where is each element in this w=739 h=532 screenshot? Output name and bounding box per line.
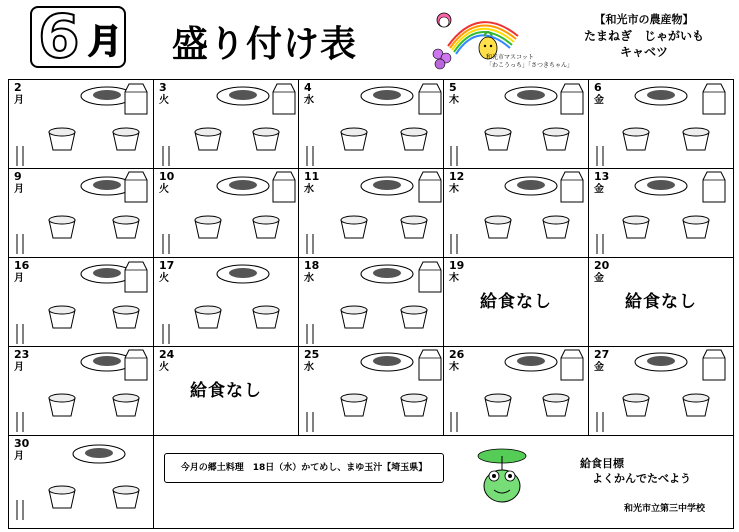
no-lunch-label: 給食なし	[625, 292, 697, 312]
day-date: 27	[594, 348, 610, 361]
no-lunch-label: 給食なし	[480, 292, 552, 312]
day-weekday: 水	[304, 362, 314, 373]
day-date: 16	[14, 259, 30, 272]
day-date: 11	[304, 170, 320, 183]
day-date: 24	[159, 348, 175, 361]
day-date: 6	[594, 81, 602, 94]
day-date: 12	[449, 170, 465, 183]
mascot-caption-line: 和光市マスコット	[486, 54, 534, 61]
day-weekday: 月	[14, 362, 24, 373]
school-name: 和光市立第三中学校	[624, 504, 706, 514]
month-badge	[30, 2, 126, 72]
produce-items: たまねぎ じゃがいも	[583, 29, 704, 43]
day-date: 3	[159, 81, 167, 94]
day-weekday: 月	[14, 451, 24, 462]
day-date: 9	[14, 170, 22, 183]
local-dish-note: 今月の郷土料理 18日（水）かてめし、まゆ玉汁【埼玉県】	[164, 453, 444, 483]
day-weekday: 火	[159, 95, 169, 106]
month-unit: 月	[88, 22, 122, 62]
day-weekday: 火	[159, 362, 169, 373]
no-lunch-label: 給食なし	[190, 381, 262, 401]
day-weekday: 火	[159, 184, 169, 195]
day-weekday: 木	[449, 95, 459, 106]
mascot-caption	[486, 54, 574, 70]
day-weekday: 月	[14, 95, 24, 106]
day-date: 30	[14, 437, 30, 450]
day-weekday: 水	[304, 95, 314, 106]
day-date: 10	[159, 170, 175, 183]
produce-heading: 【和光市の農産物】	[594, 13, 694, 26]
day-date: 2	[14, 81, 22, 94]
day-date: 13	[594, 170, 610, 183]
day-weekday: 金	[594, 95, 604, 106]
day-date: 25	[304, 348, 320, 361]
frog-illustration	[474, 448, 530, 506]
goal-text: よくかんでたべよう	[592, 472, 691, 485]
day-weekday: 月	[14, 184, 24, 195]
day-date: 19	[449, 259, 465, 272]
month-number: 6	[38, 2, 80, 72]
day-weekday: 水	[304, 184, 314, 195]
produce-items: キャベツ	[619, 45, 668, 59]
day-date: 17	[159, 259, 175, 272]
day-date: 26	[449, 348, 465, 361]
day-date: 23	[14, 348, 30, 361]
day-weekday: 金	[594, 273, 604, 284]
goal-title: 給食目標	[580, 457, 624, 470]
day-weekday: 金	[594, 184, 604, 195]
day-weekday: 木	[449, 184, 459, 195]
day-date: 5	[449, 81, 457, 94]
lunch-goal	[580, 456, 691, 486]
day-weekday: 月	[14, 273, 24, 284]
day-date: 18	[304, 259, 320, 272]
day-weekday: 木	[449, 273, 459, 284]
mascot-caption-line: 「わこうっち」「さつきちゃん」	[486, 62, 574, 69]
day-weekday: 水	[304, 273, 314, 284]
local-produce-box	[564, 12, 724, 60]
day-weekday: 火	[159, 273, 169, 284]
day-weekday: 金	[594, 362, 604, 373]
page-title: 盛り付け表	[172, 24, 358, 65]
day-date: 4	[304, 81, 312, 94]
day-date: 20	[594, 259, 610, 272]
day-weekday: 木	[449, 362, 459, 373]
